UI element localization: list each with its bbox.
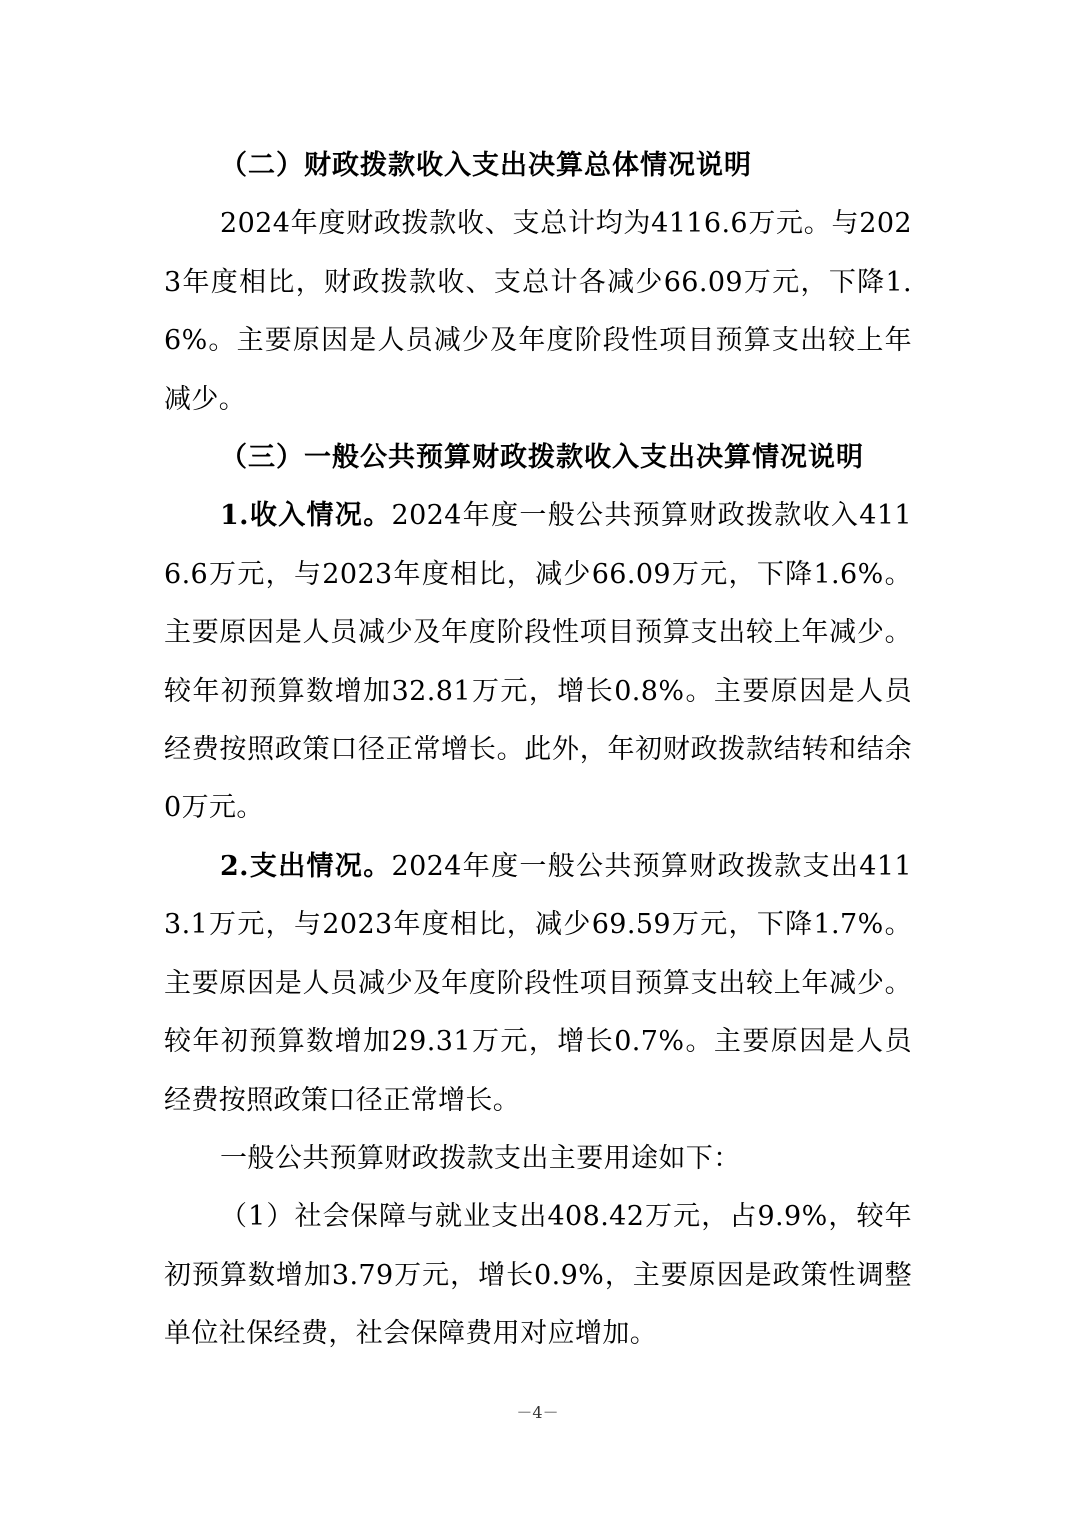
section-heading-3: （三）一般公共预算财政拨款收入支出决算情况说明 [220,442,864,474]
income-text: 2024年度一般公共预算财政拨款收入4116.6万元，与2023年度相比，减少66.09万元，下降1.6%。主要原因是人员减少及年度阶段性项目预算支出较上年减少。较年初预算数增加32.81万元，增长0.8%。主要原因是人员经费按照政策口径正常增长。此外，年初财政拨款结转和结余0万元。 [164,500,912,824]
page-number: －4－ [516,1403,559,1422]
paragraph-income [164,487,912,837]
document-body [164,137,912,1364]
expenditure-lead: 2.支出情况。 [220,850,392,882]
expenditure-text: 2024年度一般公共预算财政拨款支出4113.1万元，与2023年度相比，减少69.59万元，下降1.7%。主要原因是人员减少及年度阶段性项目预算支出较上年减少。较年初预算数增加29.31万元，增长0.7%。主要原因是人员经费按照政策口径正常增长。 [164,850,912,1116]
paragraph-expenditure [164,838,912,1130]
section-heading-2: （二）财政拨款收入支出决算总体情况说明 [220,150,752,181]
paragraph-social-security: （1）社会保障与就业支出408.42万元，占9.9%，较年初预算数增加3.79万元，增长0.9%，主要原因是政策性调整单位社保经费，社会保障费用对应增加。 [164,1201,912,1350]
paragraph-usage-intro: 一般公共预算财政拨款支出主要用途如下： [220,1142,741,1174]
income-lead: 1.收入情况。 [220,500,392,532]
paragraph-total-overview: 2024年度财政拨款收、支总计均为4116.6万元。与2023年度相比，财政拨款收、支总计各减少66.09万元，下降1.6%。主要原因是人员减少及年度阶段性项目预算支出较上年减少。 [164,208,912,415]
